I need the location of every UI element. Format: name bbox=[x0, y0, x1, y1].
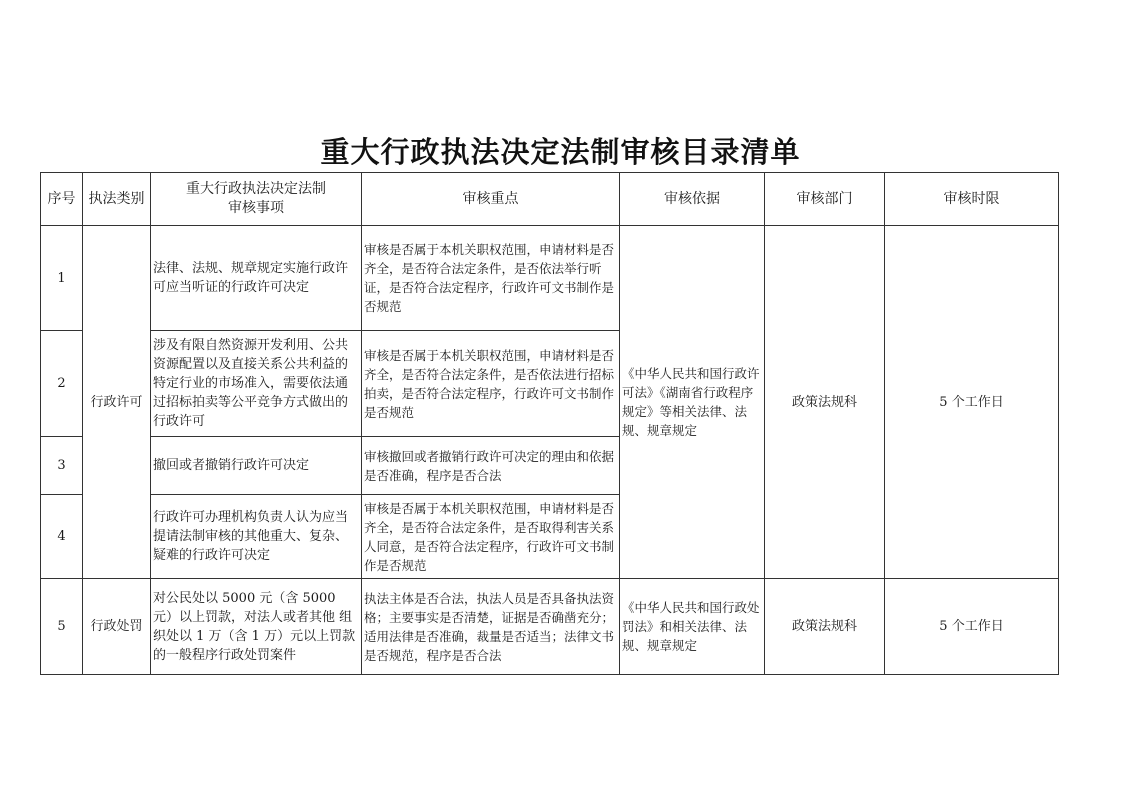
dept-cell: 政策法规科 bbox=[765, 579, 885, 675]
header-basis: 审核依据 bbox=[620, 173, 765, 226]
basis-cell: 《中华人民共和国行政许可法》《湖南省行政程序规定》等相关法律、法规、规章规定 bbox=[620, 226, 765, 579]
limit-cell: 5 个工作日 bbox=[885, 226, 1059, 579]
row-seq: 5 bbox=[41, 579, 83, 675]
row-seq: 3 bbox=[41, 437, 83, 495]
row-focus: 审核是否属于本机关职权范围，申请材料是否齐全，是否符合法定条件，是否依法举行听证，是否符合法定程序，行政许可文书制作是否规范 bbox=[362, 226, 620, 331]
header-item-line2: 审核事项 bbox=[228, 200, 284, 216]
basis-cell: 《中华人民共和国行政处罚法》和相关法律、法规、规章规定 bbox=[620, 579, 765, 675]
row-focus: 执法主体是否合法，执法人员是否具备执法资格；主要事实是否清楚，证据是否确凿充分；适用法律是否准确，裁量是否适当；法律文书是否规范，程序是否合法 bbox=[362, 579, 620, 675]
row-item: 法律、法规、规章规定实施行政许可应当听证的行政许可决定 bbox=[151, 226, 362, 331]
category-cell: 行政许可 bbox=[83, 226, 151, 579]
row-item: 撤回或者撤销行政许可决定 bbox=[151, 437, 362, 495]
page-title: 重大行政执法决定法制审核目录清单 bbox=[320, 135, 801, 169]
header-category: 执法类别 bbox=[83, 173, 151, 226]
row-focus: 审核是否属于本机关职权范围，申请材料是否齐全，是否符合法定条件，是否取得利害关系人同意，是否符合法定程序，行政许可文书制作是否规范 bbox=[362, 495, 620, 579]
row-focus: 审核撤回或者撤销行政许可决定的理由和依据是否准确，程序是否合法 bbox=[362, 437, 620, 495]
row-seq: 4 bbox=[41, 495, 83, 579]
table-row bbox=[41, 579, 1059, 675]
header-focus: 审核重点 bbox=[362, 173, 620, 226]
row-item: 行政许可办理机构负责人认为应当提请法制审核的其他重大、复杂、疑难的行政许可决定 bbox=[151, 495, 362, 579]
row-item: 涉及有限自然资源开发利用、公共资源配置以及直接关系公共利益的特定行业的市场准入，需要依法通过招标拍卖等公平竞争方式做出的行政许可 bbox=[151, 331, 362, 437]
row-seq: 2 bbox=[41, 331, 83, 437]
header-seq: 序号 bbox=[41, 173, 83, 226]
header-item bbox=[151, 173, 362, 226]
header-limit: 审核时限 bbox=[885, 173, 1059, 226]
row-seq: 1 bbox=[41, 226, 83, 331]
limit-cell: 5 个工作日 bbox=[885, 579, 1059, 675]
table-row bbox=[41, 226, 1059, 331]
category-cell: 行政处罚 bbox=[83, 579, 151, 675]
row-item: 对公民处以 5000 元（含 5000 元）以上罚款，对法人或者其他 组织处以 1 万（含 1 万）元以上罚款的一般程序行政处罚案件 bbox=[151, 579, 362, 675]
header-dept: 审核部门 bbox=[765, 173, 885, 226]
header-item-line1: 重大行政执法决定法制 bbox=[186, 181, 326, 197]
header-row bbox=[41, 173, 1059, 226]
dept-cell: 政策法规科 bbox=[765, 226, 885, 579]
review-catalog-table bbox=[40, 172, 1059, 675]
row-focus: 审核是否属于本机关职权范围，申请材料是否齐全，是否符合法定条件，是否依法进行招标拍卖，是否符合法定程序，行政许可文书制作是否规范 bbox=[362, 331, 620, 437]
